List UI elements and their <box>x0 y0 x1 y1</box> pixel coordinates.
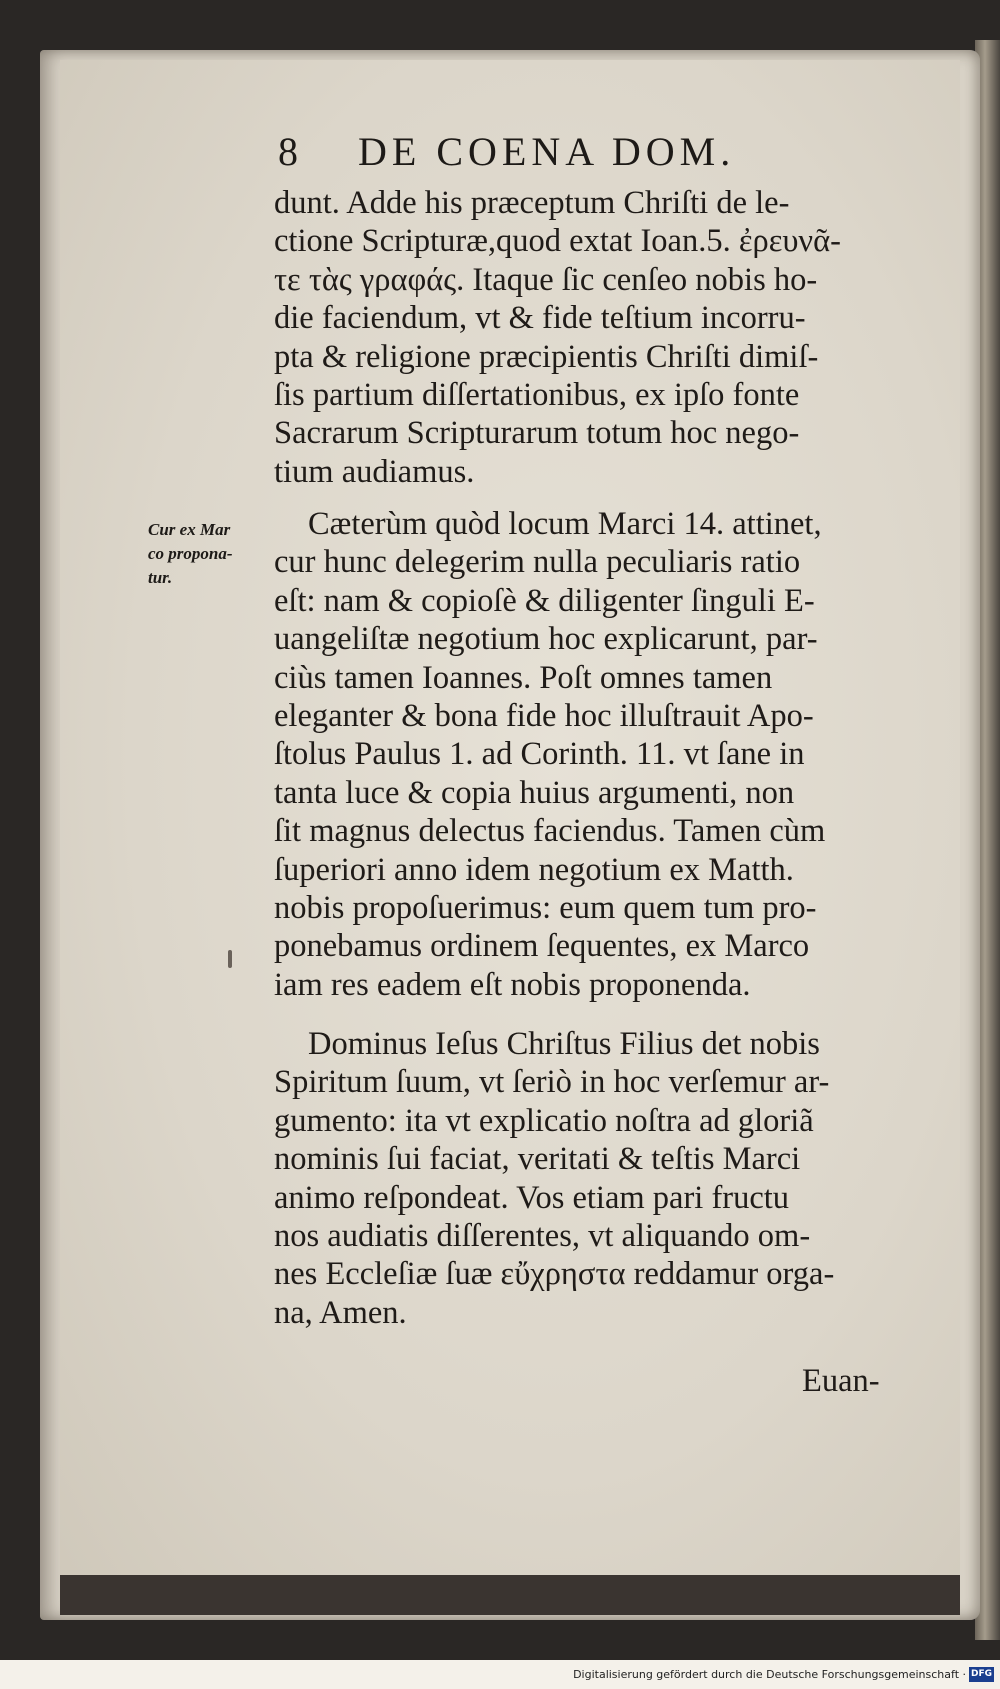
text-line: Spiritum ſuum, vt ſeriò in hoc verſemur ar- <box>274 1064 830 1101</box>
text-line: ponebamus ordinem ſequentes, ex Marco <box>274 928 810 965</box>
margin-note-line: tur. <box>148 568 173 587</box>
funding-credit: Digitalisierung gefördert durch die Deutsche Forschungsgemeinschaft · <box>573 1668 966 1681</box>
text-line: τε τὰς γραφάς. Itaque ſic cenſeo nobis ho- <box>274 261 818 298</box>
text-line: nes Eccleſiæ ſuæ εὔχρηστα reddamur orga- <box>274 1256 835 1293</box>
text-line: ſuperiori anno idem negotium ex Matth. <box>274 851 794 888</box>
dfg-logo: DFG <box>969 1667 994 1682</box>
page-bottom-edge <box>60 1575 960 1615</box>
text-line: eſt: nam & copioſè & diligenter ſinguli E- <box>274 582 815 619</box>
text-line: cur hunc delegerim nulla peculiaris ratio <box>274 544 801 581</box>
text-line: ſtolus Paulus 1. ad Corinth. 11. vt ſane in <box>274 736 805 773</box>
text-line: tium audiamus. <box>274 453 475 490</box>
text-line: nos audiatis diſſerentes, vt aliquando om- <box>274 1218 811 1255</box>
marginal-note <box>148 518 268 590</box>
text-line: iam res eadem eſt nobis proponenda. <box>274 966 751 1003</box>
text-line: Sacrarum Scripturarum totum hoc nego- <box>274 415 800 452</box>
text-line: eleganter & bona fide hoc illuſtrauit Apo- <box>274 698 814 735</box>
text-line: gumento: ita vt explicatio noſtra ad gloriã <box>274 1102 814 1139</box>
text-line: uangeliſtæ negotium hoc explicarunt, par- <box>274 621 818 658</box>
running-title: DE COENA DOM. <box>358 129 736 174</box>
margin-note-line: Cur ex Mar <box>148 520 231 539</box>
text-line: ſit magnus delectus faciendus. Tamen cùm <box>274 813 826 850</box>
text-line: pta & religione præcipientis Chriſti dimiſ- <box>274 338 819 375</box>
text-line: animo reſpondeat. Vos etiam pari fructu <box>274 1179 790 1216</box>
text-line: Cæterùm quòd locum Marci 14. attinet, <box>308 506 822 542</box>
ink-mark <box>228 950 232 968</box>
text-line: nobis propoſuerimus: eum quem tum pro- <box>274 890 817 927</box>
text-line: na, Amen. <box>274 1294 407 1331</box>
margin-note-line: co propona- <box>148 544 233 563</box>
text-line: Dominus Ieſus Chriſtus Filius det nobis <box>308 1026 820 1062</box>
text-line: dunt. Adde his præceptum Chriſti de le- <box>274 185 790 221</box>
catchword: Euan- <box>802 1363 880 1399</box>
text-line: die faciendum, vt & fide teſtium incorru- <box>274 300 806 337</box>
paragraph-2 <box>274 505 919 1004</box>
text-line: ſis partium diſſertationibus, ex ipſo fonte <box>274 377 800 414</box>
text-line: nominis ſui faciat, veritati & teſtis Marci <box>274 1141 801 1178</box>
text-line: ctione Scripturæ,quod extat Ioan.5. ἐρευνᾶ- <box>274 223 841 260</box>
paragraph-3 <box>274 1025 919 1332</box>
text-line: ciùs tamen Ioannes. Poſt omnes tamen <box>274 659 773 696</box>
text-line: tanta luce & copia huius argumenti, non <box>274 774 795 811</box>
page-number: 8 <box>278 129 303 174</box>
footer-bar <box>0 1664 1000 1689</box>
paragraph-1 <box>274 184 919 491</box>
running-header <box>278 128 838 188</box>
